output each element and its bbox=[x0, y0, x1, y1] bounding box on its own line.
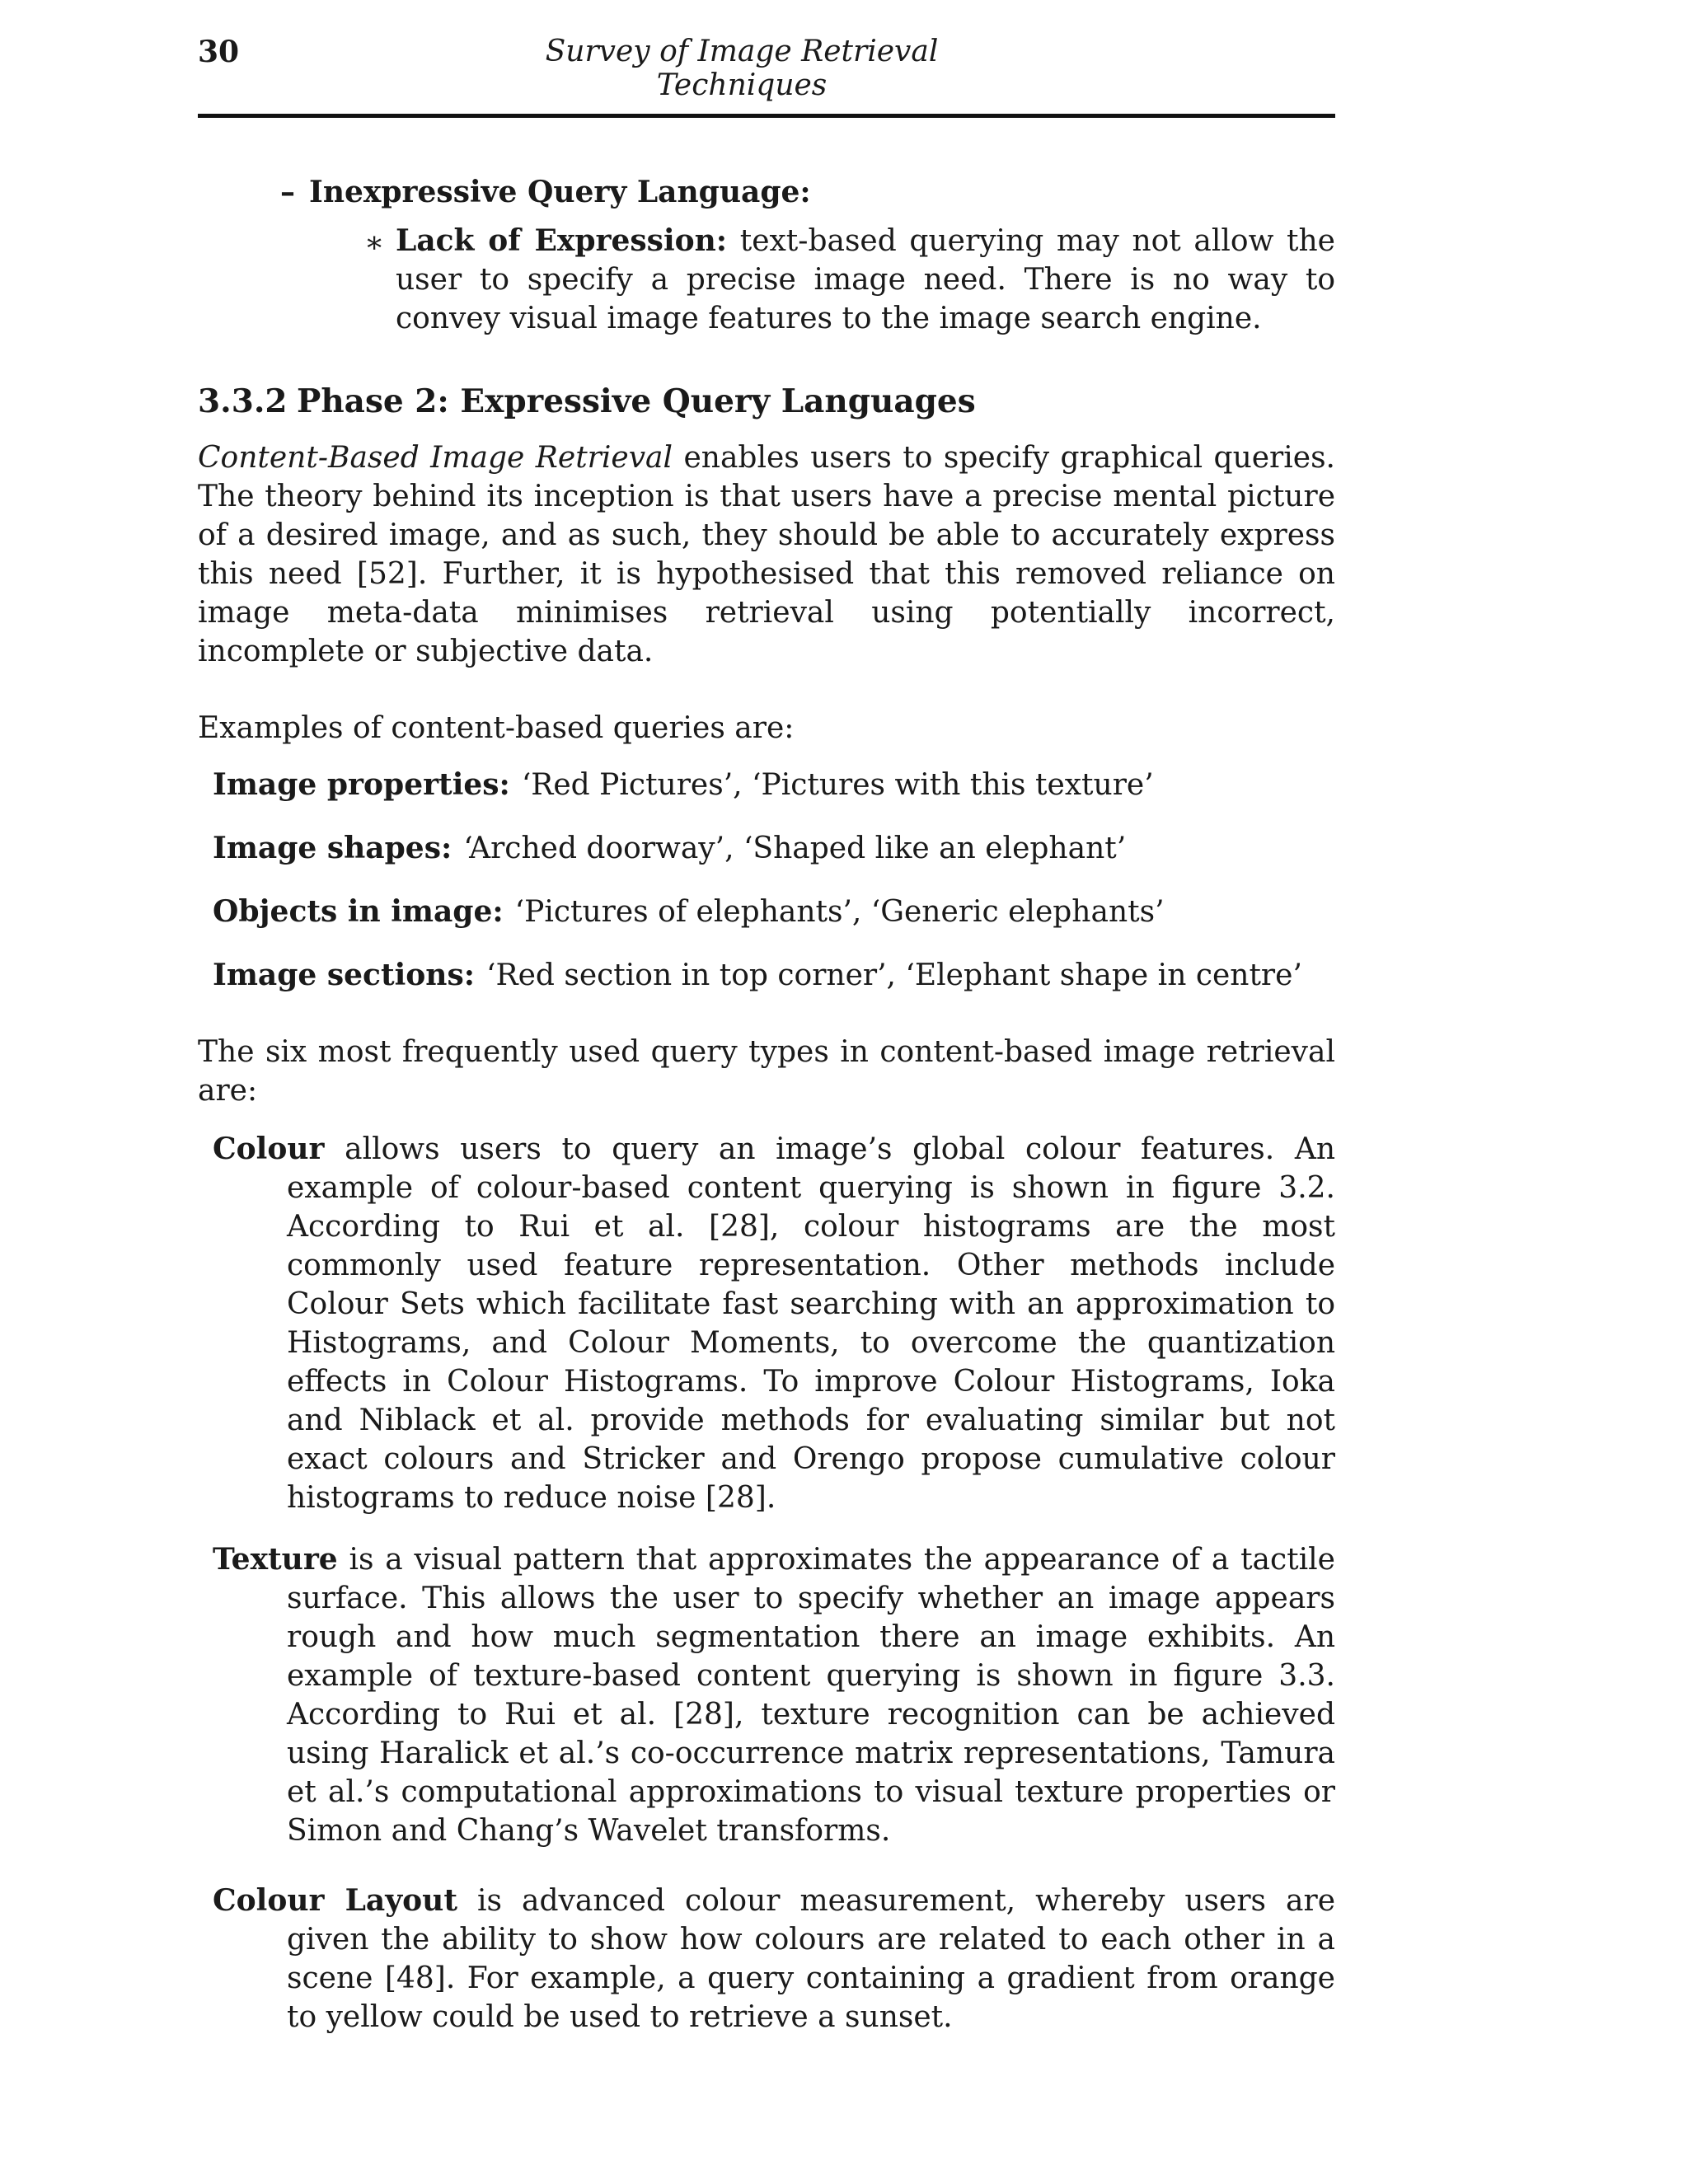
header-rule bbox=[198, 114, 1335, 118]
example-item bbox=[213, 829, 1335, 868]
page-number: 30 bbox=[198, 35, 240, 69]
query-types-list bbox=[198, 1130, 1335, 2036]
lack-of-expression-term: Lack of Expression: bbox=[396, 223, 728, 258]
example-term: Image properties: bbox=[213, 767, 510, 802]
examples-intro: Examples of content-based queries are: bbox=[198, 711, 795, 745]
examples-list bbox=[198, 766, 1335, 995]
example-text: ‘Arched doorway’, ‘Shaped like an elephant’ bbox=[463, 832, 1127, 865]
lack-of-expression-text: text-based querying may not allow the user to specify a precise image need. There is no way to convey visual image features to the image search engine. bbox=[396, 224, 1335, 335]
running-title: Survey of Image Retrieval Techniques bbox=[545, 35, 939, 102]
query-types-intro: The six most frequently used query types in content-based image retrieval are: bbox=[198, 1035, 1335, 1108]
query-type-item bbox=[213, 1130, 1335, 1517]
lack-of-expression-item bbox=[364, 222, 1335, 338]
example-item bbox=[213, 766, 1335, 804]
query-type-text: is a visual pattern that approximates the appearance of a tactile surface. This allows the user to specify whether an image appears rough and how much segmentation there an image exhibits. An example of texture-based content querying is shown in figure 3.3. According to Rui et al. [28], texture recognition can be achieved using Haralick et al.’s co-occurrence matrix representations, Tamura et al.’s computational approximations to visual texture properties or Simon and Chang’s Wavelet transforms. bbox=[287, 1543, 1335, 1848]
query-type-item bbox=[213, 1882, 1335, 2036]
example-text: ‘Red Pictures’, ‘Pictures with this texture’ bbox=[521, 768, 1154, 802]
query-type-text: is advanced colour measurement, whereby users are given the ability to show how colours are related to each other in a scene [48]. For example, a query containing a gradient from orange to yellow could be used to retrieve a sunset. bbox=[287, 1884, 1335, 2034]
example-item bbox=[213, 956, 1335, 995]
page-header bbox=[198, 30, 1335, 102]
asterisk-bullet: ∗ bbox=[364, 226, 385, 260]
intro-text: enables users to specify graphical queries. The theory behind its inception is that users have a precise mental picture of a desired image, and as such, they should be able to accurately express this need [52]. Further, it is hypothesised that this removed reliance on image meta-data minimises retrieval using potentially incorrect, incomplete or subjective data. bbox=[198, 441, 1335, 668]
section-title: Phase 2: Expressive Query Languages bbox=[297, 382, 976, 420]
example-term: Objects in image: bbox=[213, 894, 504, 929]
section-number: 3.3.2 bbox=[198, 382, 288, 420]
page-content bbox=[198, 173, 1335, 2036]
example-term: Image sections: bbox=[213, 958, 476, 992]
dash-bullet: – bbox=[280, 175, 295, 209]
example-text: ‘Pictures of elephants’, ‘Generic elephants’ bbox=[514, 895, 1165, 929]
example-term: Image shapes: bbox=[213, 831, 452, 865]
example-item bbox=[213, 893, 1335, 931]
example-text: ‘Red section in top corner’, ‘Elephant shape in centre’ bbox=[486, 958, 1302, 992]
query-type-term: Texture bbox=[213, 1542, 338, 1577]
inexpressive-heading bbox=[280, 173, 1335, 212]
query-type-term: Colour Layout bbox=[213, 1883, 457, 1918]
query-type-term: Colour bbox=[213, 1132, 325, 1166]
intro-paragraph bbox=[198, 438, 1335, 671]
intro-italic-lead: Content-Based Image Retrieval bbox=[198, 441, 673, 475]
query-type-item bbox=[213, 1540, 1335, 1850]
section-heading bbox=[198, 381, 1335, 422]
query-type-text: allows users to query an image’s global colour features. An example of colour-based content querying is shown in figure 3.2. According to Rui et al. [28], colour histograms are the most commonly used feature representation. Other methods include Colour Sets which facilitate fast searching with an approximation to Histograms, and Colour Moments, to overcome the quantization effects in Colour Histograms. To improve Colour Histograms, Ioka and Niblack et al. provide methods for evaluating similar but not exact colours and Stricker and Orengo propose cumulative colour histograms to reduce noise [28]. bbox=[287, 1132, 1336, 1515]
inexpressive-heading-text: Inexpressive Query Language: bbox=[309, 175, 811, 209]
